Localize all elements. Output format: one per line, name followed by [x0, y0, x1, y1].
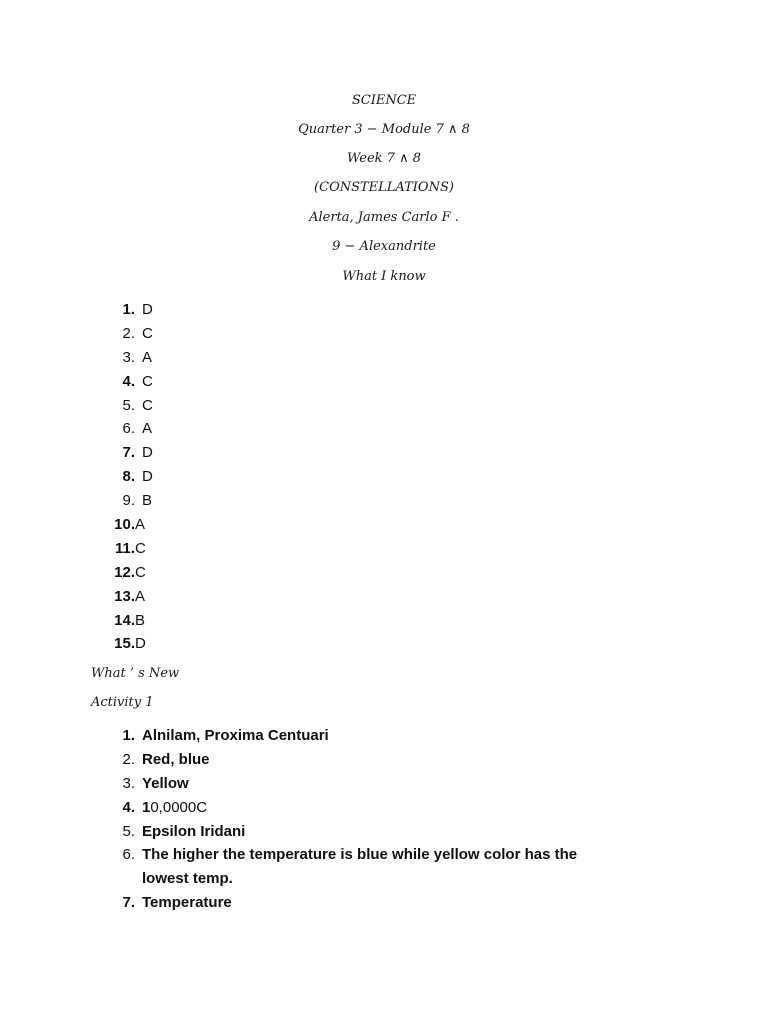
answer-rest-part: 0,0000C — [150, 798, 208, 816]
item-answer: B — [142, 492, 153, 510]
item-answer: D — [142, 444, 153, 462]
item-answer: D — [142, 301, 153, 318]
item-number: 6. — [122, 420, 135, 438]
item-number: 7. — [122, 444, 135, 462]
whats-new-heading: What ’ s New — [91, 666, 180, 681]
item-answer: Temperature — [142, 894, 232, 912]
item-answer — [142, 796, 602, 820]
item-answer: A — [135, 516, 146, 534]
item-answer: Red, blue — [142, 750, 210, 768]
section-line: 9 − Alexandrite — [332, 239, 436, 254]
item-number: 5. — [122, 396, 135, 414]
item-number: 4. — [122, 372, 135, 390]
item-answer: C — [135, 539, 146, 557]
item-answer: A — [135, 587, 146, 605]
item-answer: C — [142, 372, 153, 390]
item-answer: Epsilon Iridani — [142, 822, 246, 840]
item-number: 1. — [122, 301, 135, 318]
item-answer: A — [142, 420, 153, 438]
item-number: 5. — [122, 822, 135, 840]
item-answer: A — [142, 348, 153, 366]
item-number: 4. — [122, 798, 135, 816]
week-line: Week 7 ∧ 8 — [346, 151, 422, 166]
topic-line: (CONSTELLATIONS) — [314, 180, 454, 195]
item-number: 9. — [122, 492, 135, 510]
answer-bold-part: 1 — [142, 798, 151, 816]
activity-heading: Activity 1 — [91, 695, 154, 710]
item-number: 1. — [122, 727, 135, 744]
item-answer: C — [142, 396, 153, 414]
subject-title: SCIENCE — [351, 93, 417, 108]
item-number: 14. — [114, 611, 135, 629]
item-number: 3. — [122, 348, 135, 366]
item-number: 6. — [122, 846, 135, 864]
item-number: 15. — [114, 635, 135, 653]
item-answer: D — [135, 635, 146, 653]
part-title: What I know — [342, 269, 426, 284]
item-number: 7. — [122, 894, 135, 912]
item-answer: Yellow — [142, 774, 189, 792]
item-answer: D — [142, 468, 153, 486]
item-answer: Alnilam, Proxima Centuari — [142, 727, 329, 744]
item-answer: C — [142, 324, 153, 342]
item-number: 3. — [122, 774, 135, 792]
item-number: 2. — [122, 750, 135, 768]
item-number: 12. — [114, 563, 135, 581]
item-answer: B — [135, 611, 146, 629]
item-number: 11. — [114, 539, 135, 557]
item-number: 13. — [114, 587, 135, 605]
item-number: 8. — [122, 468, 135, 486]
item-answer: The higher the temperature is blue while yellow color has the lowest temp. — [142, 846, 578, 888]
quarter-module-line: Quarter 3 − Module 7 ∧ 8 — [298, 122, 470, 137]
student-name: Alerta, James Carlo F . — [309, 210, 459, 225]
item-number: 2. — [122, 324, 135, 342]
item-number: 10. — [114, 516, 135, 534]
item-answer: C — [135, 563, 146, 581]
